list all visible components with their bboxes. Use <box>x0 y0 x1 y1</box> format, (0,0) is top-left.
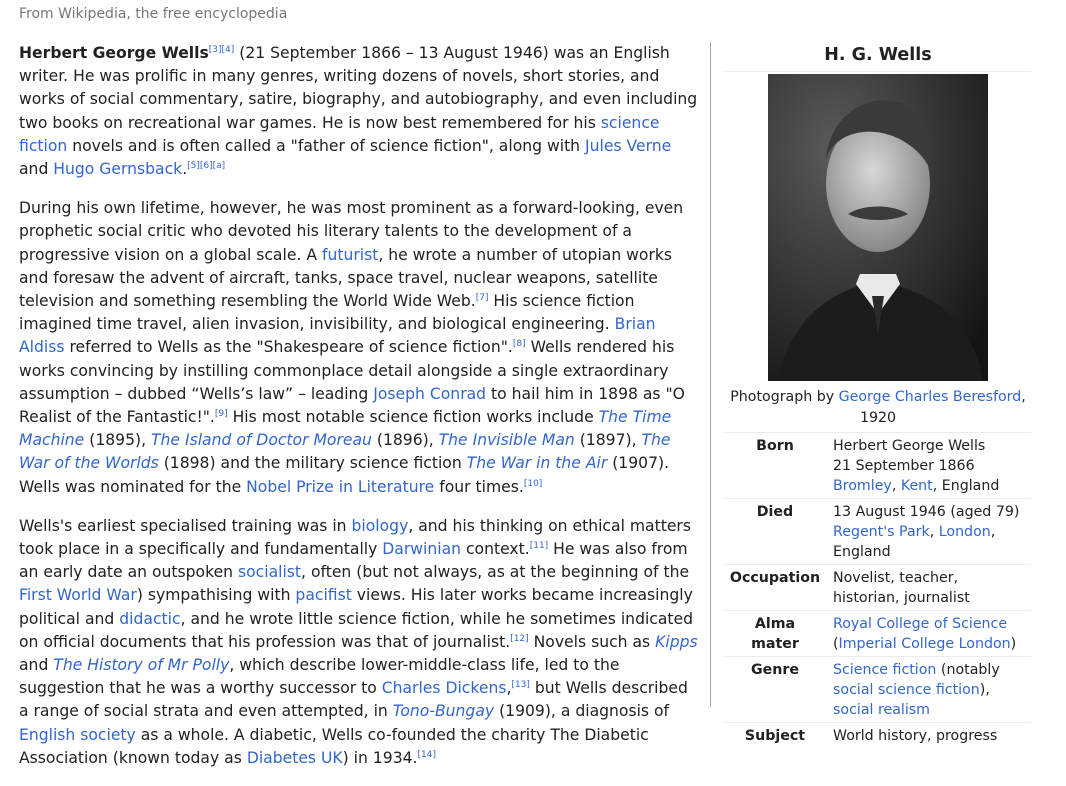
intro-paragraph-1 <box>19 42 701 181</box>
infobox-label: Alma mater <box>751 616 799 652</box>
link-london[interactable]: London <box>938 524 991 540</box>
paragraph-text: Novels such as <box>528 632 656 651</box>
paragraph-text: (1897), <box>574 431 642 450</box>
link-darwinian[interactable]: Darwinian <box>382 540 462 559</box>
paragraph-text: He was also from an early date an outspoken <box>19 540 688 582</box>
infobox <box>725 42 1031 748</box>
paren: ) <box>1010 636 1017 652</box>
infobox-label: Genre <box>751 662 799 678</box>
citation[interactable]: [14] <box>417 749 436 760</box>
genre-text: ), <box>979 682 990 698</box>
portrait-photograph-icon[interactable] <box>768 74 988 381</box>
infobox-value: World history, progress <box>833 728 998 744</box>
paragraph-text: , <box>506 679 512 698</box>
link-biology[interactable]: biology <box>351 516 409 535</box>
link-tono-bungay[interactable] <box>393 702 494 720</box>
paragraph-text: novels and is often called a "father of science fiction", along with <box>67 136 586 155</box>
citation[interactable]: [9] <box>214 408 228 419</box>
paren: ( <box>833 636 839 652</box>
infobox-value <box>825 499 1031 565</box>
infobox-row-subject <box>725 723 1031 749</box>
country-text: , England <box>932 478 1000 494</box>
link-imperial-college-london[interactable]: Imperial College London <box>838 636 1011 652</box>
citation[interactable]: [3][4] <box>208 44 235 55</box>
link-hugo-gernsback[interactable]: Hugo Gernsback <box>53 160 183 179</box>
work-title: The Time Machine <box>19 408 672 450</box>
tagline: From Wikipedia, the free encyclopedia <box>19 6 288 22</box>
paragraph-text: During his own lifetime, however, he was most prominent as a forward-looking, even prophetic social critic who devoted his literary talents to the development of a progressive vision on a global scale. A <box>19 199 684 264</box>
intro-paragraph-2 <box>19 197 701 499</box>
citation[interactable]: [11] <box>529 540 549 551</box>
paragraph-text: Wells rendered his works convincing by instilling commonplace detail alongside a single extraordinary assumption – dubbed “Wells’s law” – leading <box>19 338 675 403</box>
work-title: Tono-Bungay <box>392 702 495 721</box>
paragraph-text: referred to Wells as the "Shakespeare of science fiction". <box>64 338 513 357</box>
infobox-row-died <box>725 499 1031 565</box>
paragraph-text: . <box>182 160 188 179</box>
paragraph-text: His science fiction imagined time travel, alien invasion, invisibility, and biological engineering. <box>19 292 635 334</box>
separator: , <box>891 478 901 494</box>
caption-text: , 1920 <box>859 389 1026 426</box>
birth-date: 21 September 1866 <box>833 458 975 474</box>
infobox-row-occupation <box>725 565 1031 611</box>
citation[interactable]: [5][6][a] <box>187 160 226 171</box>
paragraph-text: , and his thinking on ethical matters took place in a specifically and fundamentally <box>19 516 691 559</box>
paragraph-text: , which describe lower-middle-class life, led to the suggestion that he was a worthy successor to <box>19 656 620 698</box>
link-futurist[interactable]: futurist <box>321 245 379 264</box>
work-title: The Island of Doctor Moreau <box>151 431 372 450</box>
link-joseph-conrad[interactable]: Joseph Conrad <box>373 384 487 403</box>
paragraph-text: (1909), a diagnosis of <box>494 702 670 721</box>
link-war-in-the-air[interactable] <box>467 454 608 472</box>
paragraph-text: four times. <box>434 477 524 496</box>
link-regents-park[interactable]: Regent's Park <box>833 524 930 540</box>
paragraph-text: (21 September 1866 – 13 August 1946) was an English writer. He was prolific in many genres, writing dozens of novels, short stories, and works of social commentary, satire, biography, and autobiography, and even including two books on recreational war games. He is now best remembered for his <box>19 44 698 132</box>
link-royal-college-of-science[interactable]: Royal College of Science <box>833 616 1008 632</box>
death-date: 13 August 1946 (aged 79) <box>833 504 1020 520</box>
infobox-title: H. G. Wells <box>725 42 1031 72</box>
paragraph-text: His most notable science fiction works include <box>227 408 599 427</box>
birth-place <box>833 476 1029 496</box>
link-charles-dickens[interactable]: Charles Dickens <box>381 679 507 698</box>
link-social-realism[interactable]: social realism <box>833 702 930 718</box>
birth-name: Herbert George Wells <box>833 438 986 454</box>
work-title: The War of the Worlds <box>19 431 671 473</box>
photo-caption <box>725 381 1031 432</box>
link-socialist[interactable]: socialist <box>238 563 302 582</box>
infobox-value: Novelist, teacher, historian, journalist <box>833 570 970 606</box>
link-social-science-fiction[interactable]: social science fiction <box>833 682 980 698</box>
link-history-of-mr-polly[interactable] <box>53 656 229 674</box>
paragraph-text: ) sympathising with <box>136 586 296 605</box>
paragraph-text: context. <box>461 540 530 559</box>
citation[interactable]: [8] <box>512 339 526 350</box>
link-kent[interactable]: Kent <box>900 478 933 494</box>
work-title: The War in the Air <box>466 454 608 473</box>
link-science-fiction-genre[interactable]: Science fiction <box>833 662 937 678</box>
paragraph-text: (1898) and the military science fiction <box>158 454 467 473</box>
work-title: The Invisible Man <box>438 431 575 450</box>
death-place <box>833 522 1029 562</box>
column-divider <box>710 42 711 707</box>
paragraph-text: , and he wrote little science fiction, while he sometimes indicated on official documents that his profession was that of journalist. <box>19 609 694 651</box>
infobox-value <box>825 611 1031 657</box>
link-pacifist[interactable]: pacifist <box>295 586 352 605</box>
intro-paragraph-3 <box>19 515 701 770</box>
country-text: , England <box>833 524 996 560</box>
infobox-label: Subject <box>744 728 806 744</box>
paragraph-text: and <box>19 656 54 675</box>
paragraph-text: views. His later works became increasingly political and <box>19 586 693 628</box>
infobox-row-alma-mater <box>725 611 1031 657</box>
infobox-table <box>725 432 1031 748</box>
link-science-fiction[interactable]: science fiction <box>19 113 660 155</box>
citation[interactable]: [12] <box>510 633 529 644</box>
link-photographer[interactable]: George Charles Beresford <box>838 389 1022 405</box>
link-island-of-doctor-moreau[interactable] <box>151 431 372 449</box>
infobox-value <box>825 433 1031 499</box>
separator: , <box>929 524 939 540</box>
paragraph-text: ) in 1934. <box>342 748 418 767</box>
infobox-label: Died <box>756 504 794 520</box>
paragraph-text: (1896), <box>371 431 439 450</box>
link-nobel-prize[interactable]: Nobel Prize in Literature <box>246 477 435 496</box>
caption-text: Photograph by <box>730 389 839 405</box>
article-subject: Herbert George Wells <box>19 44 209 62</box>
infobox-row-genre <box>725 657 1031 723</box>
paragraph-text: , often (but not always, as at the beginning of the <box>301 563 690 582</box>
infobox-label: Occupation <box>729 570 821 586</box>
link-bromley[interactable]: Bromley <box>833 478 892 494</box>
infobox-value <box>825 657 1031 723</box>
infobox-label: Born <box>756 438 794 454</box>
work-title: The History of Mr Polly <box>53 656 230 675</box>
paragraph-text: and <box>19 160 54 179</box>
link-the-invisible-man[interactable] <box>439 431 575 449</box>
article-body <box>19 42 701 786</box>
link-english-society[interactable]: English society <box>19 725 136 744</box>
genre-text: (notably <box>936 662 1000 678</box>
paragraph-text: (1907). Wells was nominated for the <box>19 454 670 496</box>
paragraph-text: (1895), <box>84 431 152 450</box>
link-first-world-war[interactable]: First World War <box>19 586 137 605</box>
link-diabetes-uk[interactable]: Diabetes UK <box>246 748 343 767</box>
citation[interactable]: [13] <box>511 680 530 691</box>
work-title: Kipps <box>655 632 698 651</box>
paragraph-text: as a whole. A diabetic, Wells co-founded the charity The Diabetic Association (known today as <box>19 725 649 767</box>
link-brian-aldiss[interactable]: Brian Aldiss <box>19 315 656 357</box>
paragraph-text: , he wrote a number of utopian works and foresaw the advent of aircraft, tanks, space travel, nuclear weapons, satellite television and something resembling the World Wide Web. <box>19 245 673 311</box>
citation[interactable]: [10] <box>523 478 543 489</box>
link-jules-verne[interactable]: Jules Verne <box>585 136 672 155</box>
citation[interactable]: [7] <box>475 292 489 303</box>
paragraph-text: to hail him in 1898 as "O Realist of the Fantastic!". <box>19 384 685 427</box>
link-didactic[interactable]: didactic <box>119 609 181 628</box>
paragraph-text: but Wells described a range of social strata and even attempted, in <box>19 679 688 721</box>
infobox-row-born <box>725 433 1031 499</box>
paragraph-text: Wells's earliest specialised training was in <box>19 516 352 535</box>
link-kipps[interactable] <box>655 633 697 651</box>
